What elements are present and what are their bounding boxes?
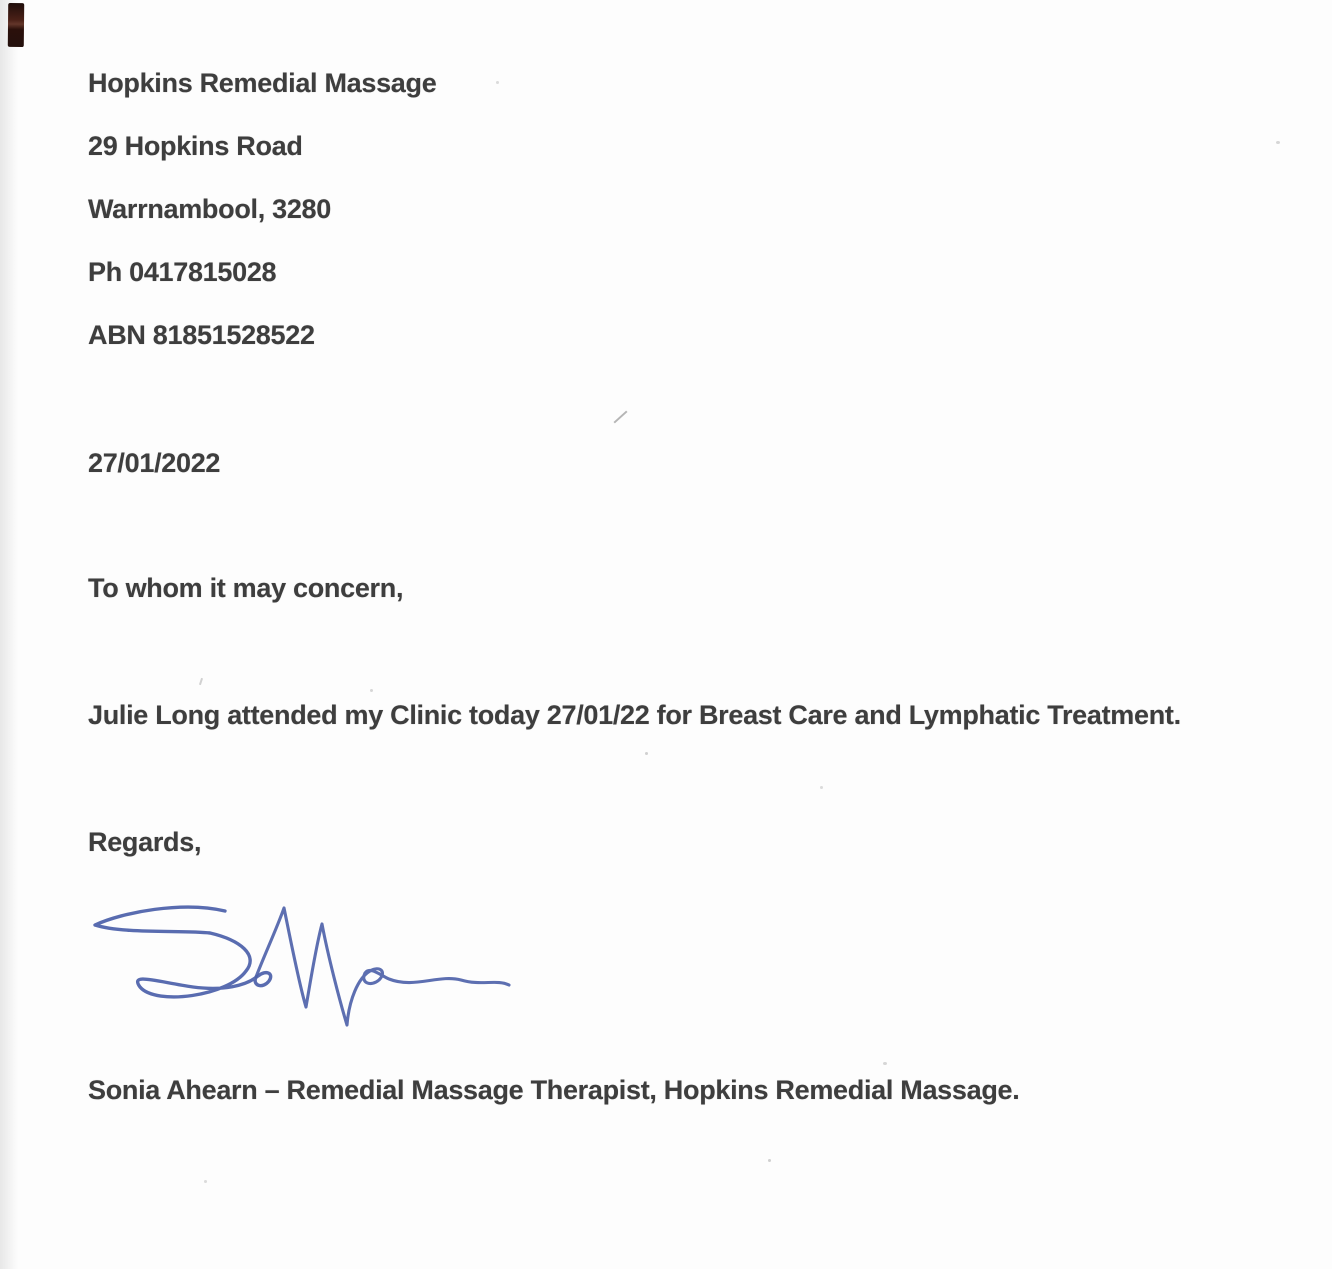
scan-speck xyxy=(1276,141,1280,144)
scan-speck xyxy=(370,689,373,692)
scan-artifact-mark xyxy=(8,3,24,47)
scan-speck xyxy=(496,81,499,84)
letter-date: 27/01/2022 xyxy=(88,448,221,478)
closing: Regards, xyxy=(88,827,202,857)
body-text: Julie Long attended my Clinic today 27/01/22 for Breast Care and Lymphatic Treatment. xyxy=(88,700,1181,730)
scan-speck xyxy=(768,1159,771,1162)
signoff: Sonia Ahearn – Remedial Massage Therapist, Hopkins Remedial Massage. xyxy=(88,1075,1020,1105)
city-postcode: Warrnambool, 3280 xyxy=(88,194,331,224)
scan-speck xyxy=(204,1180,207,1183)
scan-speck xyxy=(883,1062,887,1065)
abn-number: ABN 81851528522 xyxy=(88,320,315,350)
scan-tick-mark xyxy=(199,678,203,685)
signature-path-2 xyxy=(256,908,509,1025)
handwritten-signature xyxy=(88,886,518,1031)
salutation: To whom it may concern, xyxy=(88,573,404,603)
signature-path xyxy=(95,907,271,997)
scan-edge-shadow xyxy=(0,0,18,1269)
scan-slash-mark xyxy=(614,411,628,424)
scan-speck xyxy=(645,752,648,755)
signature-svg xyxy=(88,886,518,1031)
phone-number: Ph 0417815028 xyxy=(88,257,277,287)
street-address: 29 Hopkins Road xyxy=(88,131,303,161)
business-name: Hopkins Remedial Massage xyxy=(88,68,437,98)
scan-speck xyxy=(820,786,823,789)
